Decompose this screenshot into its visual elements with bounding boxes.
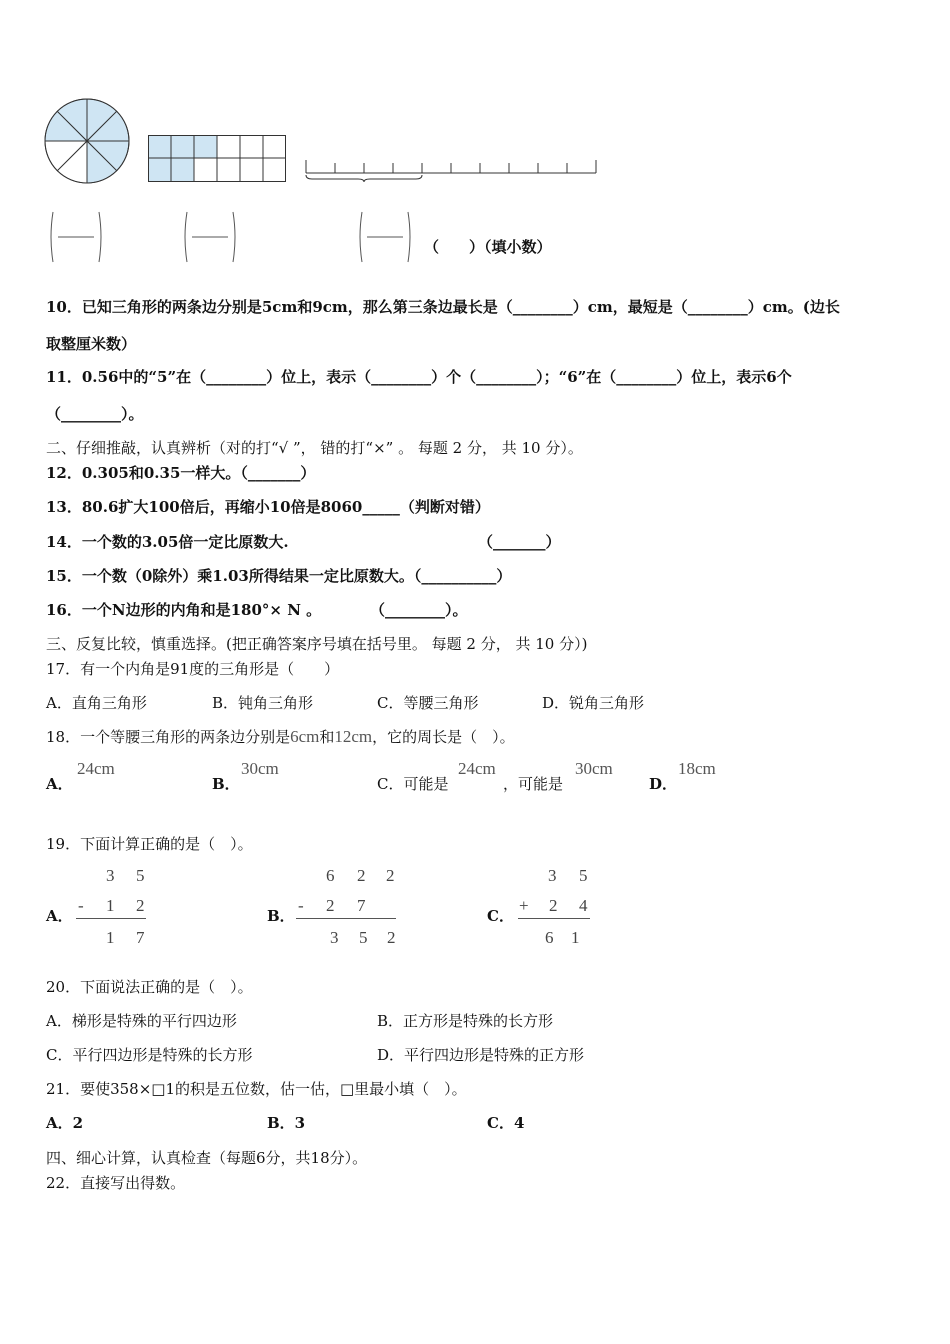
q19a-top-digit-2: 5 (136, 866, 145, 885)
q19b-mid-digit-2: 7 (357, 896, 366, 915)
section4-heading: 四、细心计算，认真检查（每题6分，共18分）。 (46, 1149, 368, 1167)
q19c-top-digit-2: 5 (579, 866, 588, 885)
q19-option-c[interactable]: C． (487, 907, 514, 925)
q20-stem: 20．下面说法正确的是（ ）。 (46, 978, 253, 996)
q19b-mid-digit-1: 2 (326, 896, 335, 915)
section3-heading: 三、反复比较，慎重选择。(把正确答案序号填在括号里。 每题 2 分， 共 10 分）) (46, 635, 588, 653)
q19a-rule (76, 918, 146, 919)
q19c-mid-digit-2: 4 (579, 896, 588, 915)
q10-text-cont: 取整厘米数） (46, 335, 137, 353)
q22-text: 22．直接写出得数。 (46, 1174, 186, 1192)
q18-value-2: 12cm (334, 727, 373, 746)
q18-stem (46, 726, 515, 747)
q21-option-a[interactable]: A．2 (46, 1114, 84, 1132)
fraction-circle-figure (44, 98, 130, 184)
q17-option-d[interactable]: D．锐角三角形 (542, 694, 645, 712)
q21-option-c[interactable]: C．4 (487, 1114, 525, 1132)
q18-option-b[interactable]: B． (212, 775, 240, 793)
q19b-top-digit-3: 2 (386, 866, 395, 885)
number-line-figure (304, 155, 600, 185)
q19-option-a[interactable]: A． (46, 907, 73, 925)
q20-option-a[interactable]: A．梯形是特殊的平行四边形 (46, 1012, 237, 1030)
q21-stem: 21．要使358×□1的积是五位数，估一估，□里最小填（ ）。 (46, 1080, 467, 1098)
q18-option-b-value: 30cm (241, 759, 279, 778)
q17-stem: 17．有一个内角是91度的三角形是（ ） (46, 660, 340, 678)
q18-option-c-mid: ，可能是 (503, 775, 564, 793)
q19-option-b[interactable]: B． (267, 907, 295, 925)
q19a-mid-digit-1: 1 (106, 896, 115, 915)
q17-option-c[interactable]: C．等腰三角形 (377, 694, 479, 712)
q18-option-a-value: 24cm (77, 759, 115, 778)
q18-option-a[interactable]: A． (46, 775, 73, 793)
q19c-operator: + (519, 896, 529, 915)
q19b-result-digit-1: 3 (330, 928, 339, 947)
q18-option-c-value-1: 24cm (458, 759, 496, 778)
q19c-result-digit-2: 1 (571, 928, 580, 947)
q18-stem-c: ，它的周长是（ ）。 (372, 728, 515, 746)
q19b-operator: - (298, 896, 304, 915)
section2-heading: 二、仔细推敲，认真辨析（对的打“√ ”， 错的打“×” 。 每题 2 分， 共 10 分）。 (46, 439, 583, 457)
fraction-answer-frame-2[interactable] (182, 210, 238, 264)
q19a-result-digit-2: 7 (136, 928, 145, 947)
q19b-top-digit-2: 2 (357, 866, 366, 885)
q12-text: 12．0.305和0.35一样大。（_______） (46, 464, 316, 482)
q18-option-c[interactable]: C．可能是 (377, 775, 449, 793)
q19a-top-digit-1: 3 (106, 866, 115, 885)
q19b-top-digit-1: 6 (326, 866, 335, 885)
q18-option-d[interactable]: D． (649, 775, 678, 793)
q19a-result-digit-1: 1 (106, 928, 115, 947)
q19b-result-digit-3: 2 (387, 928, 396, 947)
fraction-answer-frame-3[interactable] (357, 210, 413, 264)
q19-stem: 19．下面计算正确的是（ ）。 (46, 835, 253, 853)
q10-text: 10．已知三角形的两条边分别是5cm和9cm，那么第三条边最长是（________）cm，最短是（________）cm。(边长 (46, 298, 840, 316)
q19a-mid-digit-2: 2 (136, 896, 145, 915)
q18-option-d-value: 18cm (678, 759, 716, 778)
q16-text: 16．一个N边形的内角和是180°× N 。 (46, 601, 322, 619)
q20-option-b[interactable]: B．正方形是特殊的长方形 (377, 1012, 554, 1030)
q19c-mid-digit-1: 2 (549, 896, 558, 915)
q18-stem-b: 和 (319, 728, 335, 746)
q18-option-c-value-2: 30cm (575, 759, 613, 778)
q19c-result-digit-1: 6 (545, 928, 554, 947)
q19a-operator: - (78, 896, 84, 915)
q17-option-a[interactable]: A．直角三角形 (46, 694, 147, 712)
q21-option-b[interactable]: B．3 (267, 1114, 306, 1132)
q19c-rule (518, 918, 590, 919)
q20-option-c[interactable]: C．平行四边形是特殊的长方形 (46, 1046, 253, 1064)
q11-text: 11．0.56中的“5”在（________）位上，表示（________）个（________）；“6”在（________）位上，表示6个 (46, 368, 792, 386)
q17-option-b[interactable]: B．钝角三角形 (212, 694, 314, 712)
q11-text-cont: （________）。 (46, 405, 144, 423)
q19b-result-digit-2: 5 (359, 928, 368, 947)
q13-text: 13．80.6扩大100倍后，再缩小10倍是8060_____（判断对错） (46, 498, 490, 516)
q20-option-d[interactable]: D．平行四边形是特殊的正方形 (377, 1046, 585, 1064)
q19c-top-digit-1: 3 (548, 866, 557, 885)
q9-decimal-blank: （ ）（填小数） (424, 238, 552, 256)
q14-blank: （_______） (478, 533, 561, 551)
q18-stem-a: 18．一个等腰三角形的两条边分别是 (46, 728, 291, 746)
q15-text: 15．一个数（0除外）乘1.03所得结果一定比原数大。（__________） (46, 567, 512, 585)
q16-blank: （________）。 (370, 601, 468, 619)
q14-text: 14．一个数的3.05倍一定比原数大. (46, 533, 289, 551)
q19b-rule (296, 918, 396, 919)
fraction-answer-frame-1[interactable] (48, 210, 104, 264)
fraction-grid-figure (148, 135, 286, 183)
q18-value-1: 6cm (290, 727, 320, 746)
